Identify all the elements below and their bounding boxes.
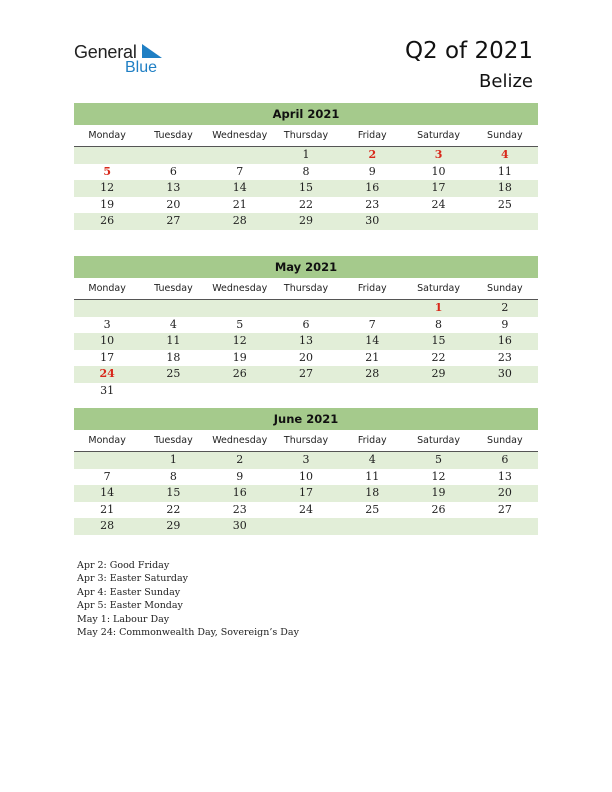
logo-word-blue: Blue: [125, 59, 158, 76]
day-cell: [74, 300, 140, 317]
country-name: Belize: [479, 71, 533, 92]
day-cell: 12: [100, 181, 115, 194]
week-row: [74, 452, 538, 469]
day-cell: 19: [431, 486, 446, 499]
day-cell: [339, 383, 405, 400]
day-cell: 18: [166, 350, 181, 364]
day-cell: 16: [365, 181, 380, 194]
day-cell: 20: [497, 486, 512, 499]
day-cell: 8: [435, 317, 443, 331]
month-calendar-april: [74, 103, 538, 230]
day-cell: 13: [166, 181, 181, 194]
day-cell: 22: [431, 350, 446, 364]
day-cell: 27: [497, 502, 512, 516]
holiday-day-cell: 4: [501, 148, 509, 161]
week-row: [74, 383, 538, 400]
day-cell: 31: [100, 383, 115, 397]
day-cell: 2: [501, 301, 509, 314]
day-cell: [207, 383, 273, 400]
weekday-label: Friday: [357, 435, 387, 446]
holiday-note: Apr 4: Easter Sunday: [77, 586, 181, 598]
day-cell: 11: [365, 469, 380, 483]
day-cell: [405, 383, 471, 400]
day-cell: [140, 383, 206, 400]
day-cell: 15: [166, 486, 181, 499]
weekday-label: Monday: [88, 435, 126, 446]
day-cell: 15: [298, 181, 313, 194]
day-cell: 21: [232, 197, 247, 211]
day-cell: 28: [232, 214, 247, 227]
day-cell: 25: [497, 197, 512, 211]
week-row: [74, 350, 538, 367]
day-cell: 9: [501, 317, 509, 331]
day-cell: 23: [232, 502, 247, 516]
day-cell: 12: [232, 334, 247, 347]
holiday-day-cell: 1: [434, 301, 443, 314]
weekday-label: Saturday: [417, 130, 460, 141]
day-cell: [140, 147, 206, 164]
day-cell: [472, 518, 538, 535]
day-cell: 8: [302, 164, 310, 178]
day-cell: 26: [431, 502, 446, 516]
weekday-label: Saturday: [417, 283, 460, 294]
holiday-note: Apr 3: Easter Saturday: [77, 573, 189, 585]
weekday-label: Thursday: [283, 435, 329, 446]
holiday-note: Apr 5: Easter Monday: [77, 600, 183, 612]
holiday-day-cell: 5: [103, 164, 111, 178]
weekday-label: Wednesday: [212, 435, 268, 446]
day-cell: 15: [431, 334, 446, 347]
day-cell: 18: [497, 181, 512, 194]
logo-word-general: General: [74, 42, 137, 62]
day-cell: 16: [497, 334, 512, 347]
week-row: [74, 164, 538, 181]
holiday-day-cell: 3: [434, 148, 443, 161]
holiday-day-cell: 2: [368, 148, 377, 161]
day-cell: [405, 213, 471, 230]
day-cell: 7: [236, 164, 244, 178]
day-cell: 17: [431, 181, 446, 194]
week-row: [74, 180, 538, 197]
day-cell: [405, 518, 471, 535]
week-row: [74, 197, 538, 214]
day-cell: 29: [166, 519, 181, 532]
day-cell: 6: [501, 453, 509, 466]
day-cell: [472, 213, 538, 230]
day-cell: 1: [169, 453, 177, 466]
week-row: [74, 485, 538, 502]
day-cell: 19: [100, 197, 115, 211]
day-cell: 22: [166, 502, 181, 516]
day-cell: 24: [431, 197, 446, 211]
day-cell: [74, 147, 140, 164]
week-row: [74, 147, 538, 164]
weekday-label: Thursday: [283, 130, 329, 141]
day-cell: 10: [100, 334, 115, 347]
day-cell: 3: [103, 317, 111, 331]
week-row: [74, 333, 538, 350]
day-cell: [339, 518, 405, 535]
day-cell: 25: [365, 502, 380, 516]
day-cell: [339, 300, 405, 317]
weekday-label: Friday: [357, 130, 387, 141]
weekday-label: Saturday: [417, 435, 460, 446]
month-title: April 2021: [74, 103, 538, 125]
day-cell: 30: [365, 214, 380, 227]
month-title: June 2021: [74, 408, 538, 430]
week-row: [74, 317, 538, 334]
day-cell: 14: [232, 181, 247, 194]
day-cell: [207, 147, 273, 164]
day-cell: 11: [497, 164, 512, 178]
weekday-label: Monday: [88, 130, 126, 141]
day-cell: [273, 518, 339, 535]
day-cell: 2: [236, 453, 244, 466]
day-cell: 4: [169, 317, 177, 331]
day-cell: 17: [298, 486, 313, 499]
day-cell: 20: [298, 350, 313, 364]
day-cell: 4: [368, 453, 376, 466]
day-cell: 16: [232, 486, 247, 499]
week-row: [74, 213, 538, 230]
weekday-label: Wednesday: [212, 283, 268, 294]
day-cell: 1: [302, 148, 310, 161]
day-cell: 29: [431, 367, 446, 380]
day-cell: [140, 300, 206, 317]
month-title: May 2021: [74, 256, 538, 278]
day-cell: [472, 383, 538, 400]
day-cell: 23: [365, 197, 380, 211]
day-cell: 30: [232, 519, 247, 532]
day-cell: 10: [298, 469, 313, 483]
day-cell: 25: [166, 367, 181, 380]
day-cell: 6: [169, 164, 177, 178]
weekday-label: Friday: [357, 283, 387, 294]
day-cell: 6: [302, 317, 310, 331]
day-cell: 26: [100, 214, 115, 227]
day-cell: 13: [497, 469, 512, 483]
day-cell: 24: [298, 502, 313, 516]
holiday-note: Apr 2: Good Friday: [77, 560, 170, 571]
day-cell: [273, 383, 339, 400]
weekday-label: Tuesday: [154, 283, 193, 294]
day-cell: 8: [169, 469, 177, 483]
weekday-label: Sunday: [487, 435, 523, 446]
day-cell: 30: [497, 367, 512, 380]
day-cell: 10: [431, 164, 446, 178]
weekday-label: Tuesday: [154, 130, 193, 141]
holiday-day-cell: 24: [99, 367, 115, 380]
day-cell: 20: [166, 197, 181, 211]
weekday-header-row: [74, 281, 538, 300]
holiday-note: May 1: Labour Day: [77, 613, 170, 625]
weekday-label: Monday: [88, 283, 126, 294]
day-cell: 11: [166, 334, 181, 347]
day-cell: 9: [236, 469, 244, 483]
day-cell: 17: [100, 350, 115, 364]
week-row: [74, 469, 538, 486]
weekday-label: Sunday: [487, 130, 523, 141]
day-cell: 29: [298, 214, 313, 227]
day-cell: 23: [497, 350, 512, 364]
day-cell: 5: [435, 453, 443, 466]
day-cell: 22: [298, 197, 313, 211]
day-cell: 28: [100, 519, 115, 532]
day-cell: [74, 452, 140, 469]
week-row: [74, 366, 538, 383]
day-cell: 28: [365, 367, 380, 380]
day-cell: 19: [232, 350, 247, 364]
day-cell: 14: [100, 486, 115, 499]
week-row: [74, 300, 538, 317]
week-row: [74, 502, 538, 519]
day-cell: 21: [365, 350, 380, 364]
day-cell: [207, 300, 273, 317]
day-cell: 21: [100, 502, 115, 516]
week-row: [74, 518, 538, 535]
day-cell: 3: [302, 453, 310, 466]
day-cell: 7: [368, 317, 376, 331]
page-title: Q2 of 2021: [404, 38, 533, 64]
day-cell: 7: [103, 469, 111, 483]
month-calendar-may: [74, 256, 538, 399]
weekday-label: Sunday: [487, 283, 523, 294]
day-cell: 18: [365, 486, 380, 499]
weekday-label: Wednesday: [212, 130, 268, 141]
day-cell: [273, 300, 339, 317]
weekday-header-row: [74, 433, 538, 452]
holiday-notes: [77, 559, 299, 639]
day-cell: 13: [298, 334, 313, 347]
month-calendar-june: [74, 408, 538, 535]
day-cell: 12: [431, 469, 446, 483]
day-cell: 26: [232, 367, 247, 380]
day-cell: 5: [236, 317, 244, 331]
day-cell: 27: [166, 214, 181, 227]
day-cell: 9: [368, 164, 376, 178]
weekday-header-row: [74, 128, 538, 147]
weekday-label: Thursday: [283, 283, 329, 294]
logo-mark-icon: [142, 44, 162, 60]
day-cell: 14: [365, 334, 380, 347]
day-cell: 27: [298, 367, 313, 380]
logo: [74, 42, 174, 78]
weekday-label: Tuesday: [154, 435, 193, 446]
holiday-note: May 24: Commonwealth Day, Sovereign’s Day: [77, 627, 299, 639]
